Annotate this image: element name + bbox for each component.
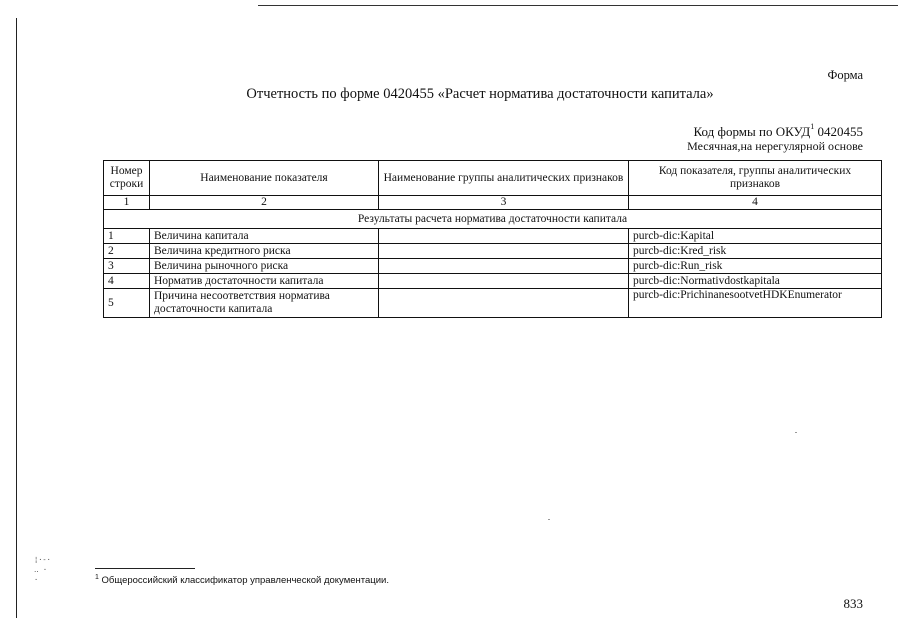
okud-code-value: 0420455 xyxy=(817,124,863,139)
indicator-name: Причина несоответствия норматива достаточности капитала xyxy=(150,289,379,318)
group-name xyxy=(379,274,629,289)
okud-footnote-marker: 1 xyxy=(810,122,815,131)
indicator-name: Величина кредитного риска xyxy=(150,244,379,259)
indicator-name: Величина капитала xyxy=(150,229,379,244)
section-row xyxy=(104,210,882,229)
footnote-marker: 1 xyxy=(95,574,99,581)
page-left-edge xyxy=(16,18,17,618)
row-number: 3 xyxy=(104,259,150,274)
column-number: 4 xyxy=(629,196,882,210)
scan-speck xyxy=(795,432,797,433)
group-name xyxy=(379,289,629,318)
col-header-indicator-name: Наименование показателя xyxy=(150,161,379,196)
table-row xyxy=(104,289,882,318)
footnote-text: Общероссийский классификатор управленческой документации. xyxy=(101,575,389,587)
periodicity: Месячная,на нерегулярной основе xyxy=(687,139,863,153)
indicator-name: Величина рыночного риска xyxy=(150,259,379,274)
indicator-name: Норматив достаточности капитала xyxy=(150,274,379,289)
form-label: Форма xyxy=(827,68,863,82)
col-header-row-number: Номер строки xyxy=(104,161,150,196)
indicator-code: purcb-dic:Kapital xyxy=(629,229,882,244)
footnote xyxy=(95,574,389,586)
footnote-rule xyxy=(95,568,195,569)
column-number-row xyxy=(104,196,882,210)
group-name xyxy=(379,244,629,259)
row-number: 2 xyxy=(104,244,150,259)
column-number: 3 xyxy=(379,196,629,210)
table-row xyxy=(104,229,882,244)
row-number: 4 xyxy=(104,274,150,289)
table-row xyxy=(104,259,882,274)
column-number: 1 xyxy=(104,196,150,210)
col-header-group-name: Наименование группы аналитических признаков xyxy=(379,161,629,196)
page-title: Отчетность по форме 0420455 «Расчет норматива достаточности капитала» xyxy=(246,86,714,102)
indicator-code: purcb-dic:Normativdostkapitala xyxy=(629,274,882,289)
page-number: 833 xyxy=(843,596,863,611)
okud-code xyxy=(694,124,863,140)
scan-margin-marks: ¦·-· ‥ · · xyxy=(34,556,51,584)
top-rule xyxy=(258,5,898,6)
indicator-code: purcb-dic:PrichinanesootvetHDKEnumerator xyxy=(629,289,882,318)
indicator-code: purcb-dic:Kred_risk xyxy=(629,244,882,259)
table-row xyxy=(104,274,882,289)
table-header-row xyxy=(104,161,882,196)
column-number: 2 xyxy=(150,196,379,210)
okud-prefix: Код формы по ОКУД xyxy=(693,124,811,139)
table-row xyxy=(104,244,882,259)
indicator-code: purcb-dic:Run_risk xyxy=(629,259,882,274)
group-name xyxy=(379,229,629,244)
col-header-code: Код показателя, группы аналитических признаков xyxy=(629,161,882,196)
group-name xyxy=(379,259,629,274)
row-number: 5 xyxy=(104,289,150,318)
scan-speck xyxy=(548,519,550,520)
section-title: Результаты расчета норматива достаточности капитала xyxy=(104,210,882,229)
row-number: 1 xyxy=(104,229,150,244)
report-table xyxy=(103,160,882,318)
